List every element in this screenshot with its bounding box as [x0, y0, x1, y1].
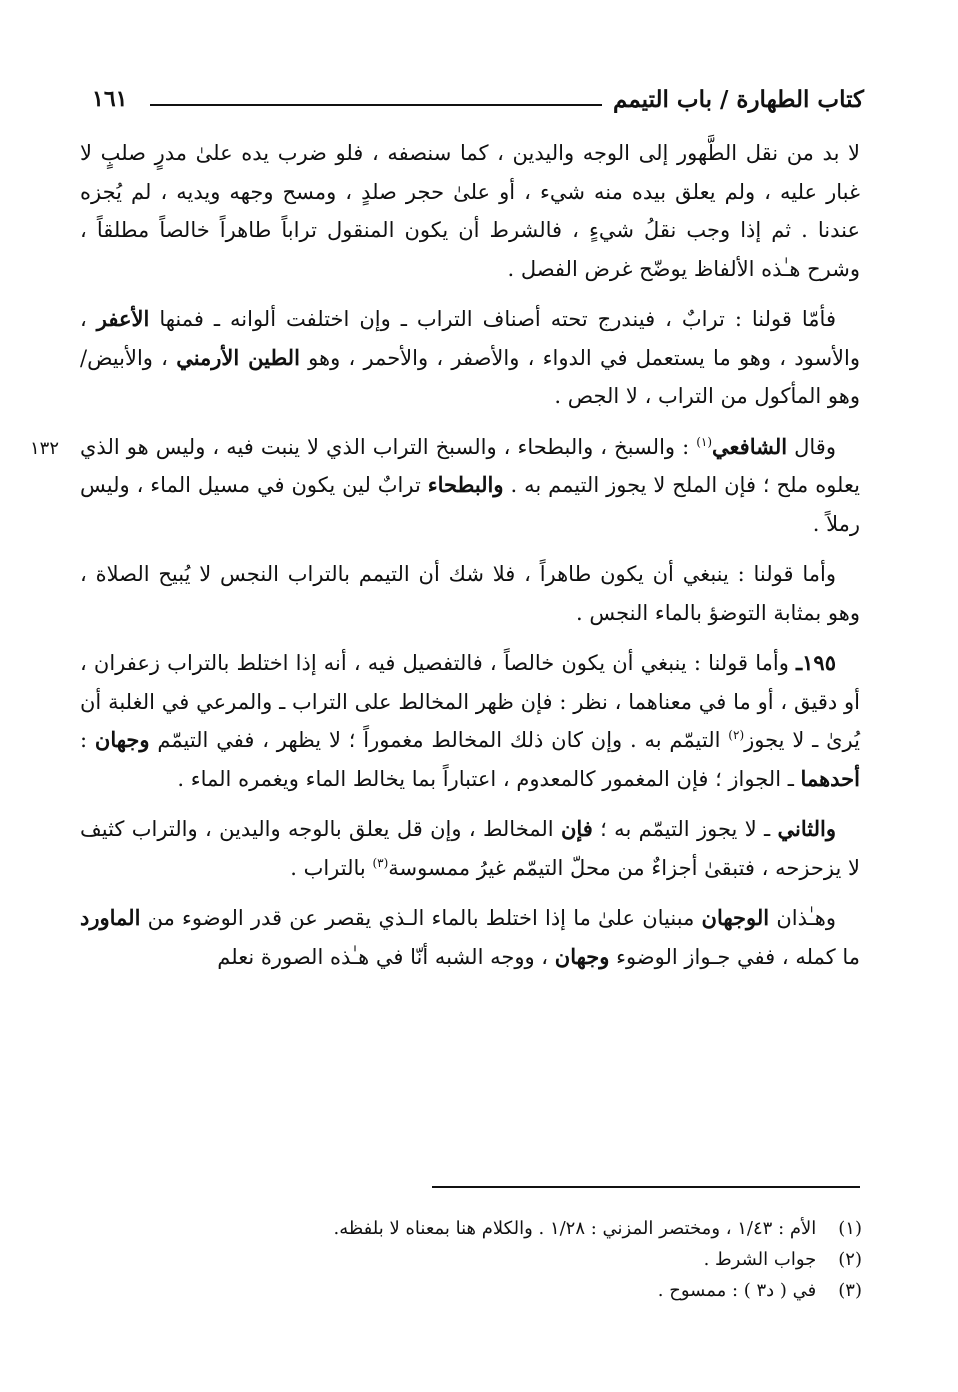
- paragraph-5-text-d: :: [80, 728, 88, 752]
- paragraph-2-text-a: فأمّا قولنا : ترابٌ ، فيندرج تحته أصناف التراب ـ وإن اختلفت ألوانه ـ فمنها: [159, 307, 836, 331]
- term-al-thani: والثاني: [777, 816, 836, 841]
- page-number: ١٦١: [92, 86, 128, 112]
- footnote-3-text: في ( د٣ ) : ممسوح .: [657, 1280, 817, 1301]
- paragraph-6-text-d: بالتراب .: [290, 855, 366, 880]
- paragraph-7-text-e: ، ووجه الشبه أنّا في هـٰذه الصورة نعلم: [217, 944, 549, 969]
- paragraph-2-text-d: ، والأبيض/ وهو المأكول من التراب ، لا الجص .: [80, 345, 860, 408]
- paragraph-5: [80, 644, 860, 798]
- paragraph-7: [80, 899, 860, 976]
- term-wajhan-2: وجهان: [554, 943, 610, 969]
- paragraph-3: [80, 428, 860, 544]
- term-ahaduhuma: أحدهما: [800, 765, 860, 791]
- paragraph-4-text: وأما قولنا : ينبغي أن يكون طاهراً ، فلا شك أن التيمم بالتراب النجس لا يُبيح الصلاة ، وهو بمثابة التوضؤ بالماء النجس .: [80, 562, 860, 625]
- term-al-aafar: الأعفر: [96, 306, 150, 331]
- paragraph-1-text: لا بد من نقل الطَّهور إلى الوجه واليدين ، كما سنصفه ، فلو ضرب يده علىٰ مدرٍ صلبٍ لا غبار عليه ، ولم يعلق بيده منه شيء ، أو علىٰ حجر صلدٍ ، ومسح وجهه ويديه ، لم يُجزه عندنا . ثم إذا وجب نقلُ شيءٍ ، فالشرط أن يكون المنقول تراباً طاهراً خالصاً مطلقاً ، وشرح هـٰذه الألفاظ يوضّح غرض الفصل .: [80, 141, 860, 281]
- footnotes: [130, 1213, 862, 1306]
- footnote-1-number: (١): [838, 1218, 862, 1239]
- paragraph-2-text-c: ، والأسود ، وهو ما يستعمل في الدواء ، والأصفر ، والأحمر ، وهو: [80, 307, 861, 370]
- header-title: كتاب الطهارة / باب التيمم: [613, 86, 864, 113]
- paragraph-2: [80, 300, 860, 416]
- main-text: [80, 134, 860, 988]
- footnote-2-text: جواب الشرط .: [703, 1249, 817, 1270]
- paragraph-6-text-c: المخالط ، وإن قل يعلق بالوجه واليدين ، والتراب كثيف لا يزحزحه ، فتبقىٰ أجزاءٌ من محلّ التيمّم غيرُ ممسوسة: [80, 817, 860, 880]
- term-fainna: فإن: [560, 816, 593, 841]
- paragraph-1: [80, 134, 860, 288]
- paragraph-5-text-a: وأما قولنا : ينبغي أن يكون خالصاً ، فالتفصيل فيه ، أنه إذا اختلط بالتراب زعفران ، أو دقيق ، أو ما في معناهما ، نظر : فإن ظهر المخالط على التراب ـ والمرعي في الغلبة أن يُرىٰ ـ لا يجوز: [80, 651, 860, 752]
- paragraph-5-text-e: ـ الجواز ؛ فإن المغمور كالمعدوم ، اعتباراً بما يخالط الماء ويغمره الماء .: [177, 766, 794, 791]
- paragraph-6-text-a: ـ لا يجوز التيمّم به ؛: [600, 817, 771, 841]
- paragraph-3-text-d: ترابٌ لين يكون في مسيل الماء ، وليس رملاً .: [80, 473, 860, 536]
- paragraph-3-text-c: : والسبخ ، والبطحاء ، والسبخ التراب الذي لا ينبت فيه ، وليس هو الذي يعلوه ملح ؛ فإن الملح لا يجوز التيمم به .: [80, 434, 860, 497]
- paragraph-3-text-a: وقال: [794, 434, 836, 459]
- footnote-3: [130, 1275, 862, 1306]
- header-rule: [150, 104, 602, 106]
- footnote-2-number: (٢): [838, 1249, 862, 1270]
- section-number: ١٩٥ـ: [796, 650, 836, 675]
- paragraph-6: [80, 810, 860, 887]
- footnote-ref-1: (١): [696, 434, 713, 449]
- term-armenian-clay: الطين الأرمني: [176, 344, 300, 370]
- footnote-3-number: (٣): [838, 1280, 862, 1301]
- paragraph-7-text-d: ما كمله ، ففي جـواز الوضوء: [616, 944, 860, 969]
- paragraph-7-text-c: مبنيان علىٰ ما إذا اختلط بالماء الـذي يقصر عن قدر الوضوء من: [147, 906, 695, 930]
- footnote-separator: [432, 1186, 860, 1188]
- footnote-1-text: الأم : ١/٤٣ ، ومختصر المزني : ١/٢٨ . والكلام هنا بمعناه لا بلفظه.: [333, 1218, 817, 1239]
- footnote-1: [130, 1213, 862, 1244]
- footnote-ref-3: (٣): [372, 855, 389, 870]
- term-al-wajhan: الوجهان: [701, 905, 770, 930]
- term-al-shafii: الشافعي: [712, 433, 788, 459]
- term-al-bathaa: والبطحاء: [427, 472, 504, 497]
- footnote-2: [130, 1244, 862, 1275]
- term-al-mawird: الماورد: [80, 905, 141, 930]
- running-header: [92, 82, 864, 122]
- margin-page-reference: ١٣٢: [30, 438, 60, 459]
- paragraph-5-text-c: التيمّم به . وإن كان ذلك المخالط مغموراً ؛ لا يظهر ، ففي التيمّم: [157, 728, 721, 752]
- paragraph-7-text-a: وهـٰذان: [776, 906, 836, 930]
- footnote-ref-2: (٢): [728, 728, 745, 742]
- term-wajhan: وجهان: [94, 727, 150, 752]
- paragraph-4: [80, 555, 860, 632]
